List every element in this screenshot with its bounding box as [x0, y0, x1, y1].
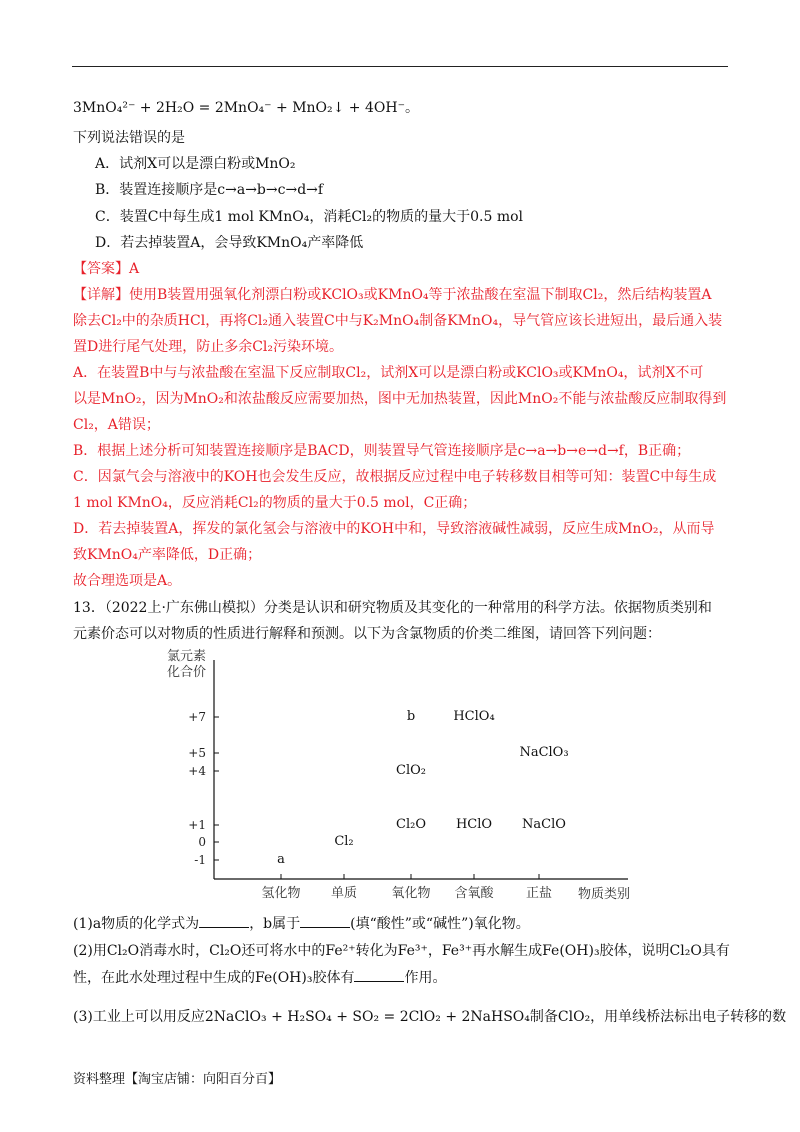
chart-point-label: b — [406, 709, 416, 724]
q13-line-1: 13．（2022上·广东佛山模拟）分类是认识和研究物质及其变化的一种常用的科学方法。依据物质类别和 — [73, 600, 712, 616]
detail-line-6: Cl₂，A错误； — [73, 417, 160, 433]
sub1-text-a: (1)a物质的化学式为 — [73, 916, 200, 932]
chart-point-label: ClO₂ — [396, 763, 426, 778]
option-a: A．试剂X可以是漂白粉或MnO₂ — [95, 156, 296, 172]
chart-point-label: HClO — [455, 817, 493, 832]
chart-point-label: Cl₂ — [334, 834, 354, 849]
chart-point-label: NaClO — [522, 817, 566, 832]
sub-question-3: (3)工业上可以用反应2NaClO₃ + H₂SO₄ + SO₂ = 2ClO₂ + 2NaHSO₄制备ClO₂，用单线桥法标出电子转移的数 — [73, 1009, 787, 1025]
y-tick-label: +7 — [188, 710, 206, 724]
sub-question-1 — [73, 914, 530, 934]
answer: 【答案】A — [73, 261, 140, 277]
y-tick-label: +1 — [188, 818, 206, 832]
y-axis-label: 化合价 — [167, 665, 207, 680]
equation-line: 3MnO₄²⁻ + 2H₂O = 2MnO₄⁻ + MnO₂↓ + 4OH⁻。 — [73, 100, 419, 116]
sub-question-2-line-2 — [73, 968, 446, 988]
detail-line-11: 致KMnO₄产率降低，D正确； — [73, 547, 262, 563]
x-tick-label: 含氧酸 — [454, 886, 494, 901]
answer-blank-3[interactable] — [354, 969, 404, 982]
x-tick-label: 氢化物 — [261, 886, 301, 901]
option-c: C．装置C中每生成1 mol KMnO₄，消耗Cl₂的物质的量大于0.5 mol — [95, 209, 524, 225]
chart-point-label: HClO₄ — [453, 709, 495, 724]
x-tick-label: 氧化物 — [391, 886, 431, 901]
y-tick-label: -1 — [194, 853, 206, 867]
chart-point-label: NaClO₃ — [519, 745, 569, 760]
detail-line-3: 置D进行尾气处理，防止多余Cl₂污染环境。 — [73, 339, 344, 355]
option-b: B．装置连接顺序是c→a→b→c→d→f — [95, 182, 324, 198]
detail-line-9: 1 mol KMnO₄，反应消耗Cl₂的物质的量大于0.5 mol，C正确； — [73, 495, 477, 511]
y-axis-label: 氯元素 — [167, 649, 207, 664]
footer-note: 资料整理【淘宝店铺：向阳百分百】 — [73, 1072, 282, 1087]
y-tick-label: +5 — [188, 746, 206, 760]
detail-line-7: B．根据上述分析可知装置连接顺序是BACD，则装置导气管连接顺序是c→a→b→e→d→f，B正确； — [73, 443, 691, 459]
x-tick-label: 单质 — [330, 886, 358, 901]
sub1-text-c: (填“酸性”或“碱性”)氧化物。 — [350, 916, 530, 932]
detail-line-12: 故合理选项是A。 — [73, 573, 182, 589]
sub2-text-b: 作用。 — [404, 970, 447, 986]
x-axis-label: 物质类别 — [578, 887, 631, 902]
sub-question-2-line-1: (2)用Cl₂O消毒水时，Cl₂O还可将水中的Fe²⁺转化为Fe³⁺，Fe³⁺再水解生成Fe(OH)₃胶体，说明Cl₂O具有 — [73, 943, 730, 959]
chart-point-label: Cl₂O — [396, 817, 426, 832]
answer-blank-2[interactable] — [300, 915, 350, 928]
answer-blank-1[interactable] — [199, 915, 249, 928]
chart-point-label: a — [277, 852, 285, 867]
sub2-text-a: 性，在此水处理过程中生成的Fe(OH)₃胶体有 — [73, 970, 355, 986]
detail-line-8: C．因氯气会与溶液中的KOH也会发生反应，故根据反应过程中电子转移数目相等可知：装置C中每生成 — [73, 469, 717, 485]
option-d: D．若去掉装置A，会导致KMnO₄产率降低 — [95, 235, 364, 251]
detail-line-4: A．在装置B中与与浓盐酸在室温下反应制取Cl₂，试剂X可以是漂白粉或KClO₃或KMnO₄，试剂X不可 — [73, 365, 704, 381]
y-tick-label: 0 — [198, 835, 206, 849]
question-stem: 下列说法错误的是 — [73, 130, 185, 146]
detail-line-2: 除去Cl₂中的杂质HCl，再将Cl₂通入装置C中与K₂MnO₄制备KMnO₄，导气管应该长进短出，最后通入装 — [73, 313, 723, 329]
q13-line-2: 元素价态可以对物质的性质进行解释和预测。以下为含氯物质的价类二维图，请回答下列问题： — [73, 626, 661, 642]
sub1-text-b: ，b属于 — [249, 916, 301, 932]
x-tick-label: 正盐 — [525, 886, 553, 901]
detail-line-1: 【详解】使用B装置用强氧化剂漂白粉或KClO₃或KMnO₄等于浓盐酸在室温下制取Cl₂，然后结构装置A — [73, 287, 712, 303]
y-tick-label: +4 — [188, 764, 206, 778]
detail-line-5: 以是MnO₂，因为MnO₂和浓盐酸反应需要加热，图中无加热装置，因此MnO₂不能与浓盐酸反应制取得到 — [73, 391, 727, 407]
detail-line-10: D．若去掉装置A，挥发的氯化氢会与溶液中的KOH中和，导致溶液碱性减弱，反应生成MnO₂，从而导 — [73, 521, 715, 537]
